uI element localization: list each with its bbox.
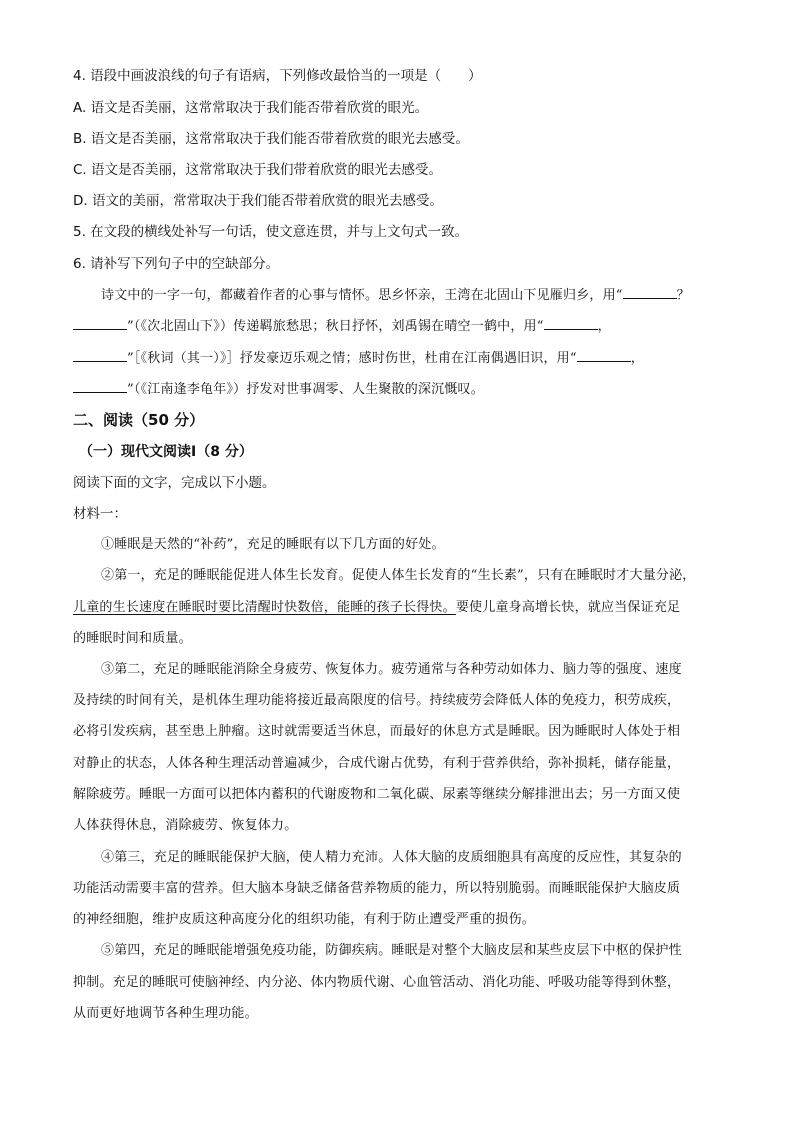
option-b: B. 语文是否美丽，这常常取决于我们能否带着欣赏的眼光去感受。 <box>73 131 469 147</box>
passage-p4-line3: 的神经细胞，维护皮质这种高度分化的组织功能，有利于防止遭受严重的损伤。 <box>73 912 536 927</box>
underlined-sentence: 儿童的生长速度在睡眠时要比清醒时快数倍，能睡的孩子长得快。 <box>73 600 456 615</box>
fill-text: ， <box>630 351 644 366</box>
question-5: 5. 在文段的横线处补写一句话，使文意连贯，并与上文句式一致。 <box>73 224 469 240</box>
fill-text: ？ <box>676 288 690 303</box>
fill-blank[interactable] <box>73 379 127 393</box>
passage-p1: ①睡眠是天然的“补药”，充足的睡眠有以下几方面的好处。 <box>101 537 445 552</box>
fill-blank[interactable] <box>623 285 677 299</box>
material-label: 材料一： <box>73 506 127 522</box>
option-d: D. 语文的美丽，常常取决于我们能否带着欣赏的眼光去感受。 <box>73 193 443 209</box>
fill-line-4 <box>73 379 484 400</box>
passage-text: 要使儿童身高增长快，就应当保证充足 <box>455 600 681 615</box>
fill-blank[interactable] <box>544 316 598 330</box>
fill-line-2 <box>73 316 611 337</box>
fill-blank[interactable] <box>577 348 631 362</box>
fill-blank[interactable] <box>73 316 127 330</box>
passage-p3-line5: 解除疲劳。睡眠一方面可以把体内蓄积的代谢废物和二氧化碳、尿素等继续分解排泄出去；另一方面又使 <box>73 787 681 802</box>
option-c: C. 语文是否美丽，这常常取决于我们带着欣赏的眼光去感受。 <box>73 162 443 178</box>
question-4: 4. 语段中画波浪线的句子有语病，下列修改最恰当的一项是（ ） <box>73 68 482 84</box>
fill-text: 诗文中的一字一句，都藏着作者的心事与情怀。思乡怀亲，王湾在北固山下见雁归乡，用“ <box>101 288 623 303</box>
passage-p3-line1: ③第二，充足的睡眠能消除全身疲劳、恢复体力。疲劳通常与各种劳动如体力、脑力等的强度、速度 <box>101 662 682 677</box>
reading-instruction: 阅读下面的文字，完成以下小题。 <box>73 475 276 491</box>
passage-p4-line1: ④第三，充足的睡眠能保护大脑，使人精力充沛。人体大脑的皮质细胞具有高度的反应性，其复杂的 <box>101 850 682 865</box>
passage-p3-line2: 及持续的时间有关，是机体生理功能将接近最高限度的信号。持续疲劳会降低人体的免疫力，积劳成疾， <box>73 693 681 708</box>
fill-text: ”（《江南逢李龟年》）抒发对世事凋零、人生聚散的深沉慨叹。 <box>127 382 484 397</box>
passage-p2-line1: ②第一，充足的睡眠能促进人体生长发育。促使人体生长发育的“生长素”，只有在睡眠时才大量分泌， <box>101 568 696 583</box>
fill-blank[interactable] <box>73 348 127 362</box>
fill-line-3 <box>73 348 644 369</box>
fill-text: ， <box>597 319 611 334</box>
section-title: 二、阅读（50 分） <box>73 411 205 429</box>
fill-text: ”［《秋词（其一）》］抒发豪迈乐观之情；感时伤世，杜甫在江南偶遇旧识，用“ <box>127 351 577 366</box>
option-a: A. 语文是否美丽，这常常取决于我们能否带着欣赏的眼光。 <box>73 100 429 116</box>
passage-p2-line2 <box>73 598 680 618</box>
passage-p3-line6: 人体获得休息，消除疲劳、恢复体力。 <box>73 818 298 833</box>
passage-p2-line3: 的睡眠时间和质量。 <box>73 631 192 646</box>
passage-p5-line1: ⑤第四，充足的睡眠能增强免疫功能，防御疾病。睡眠是对整个大脑皮层和某些皮层下中枢的保护性 <box>101 943 682 958</box>
question-6: 6. 请补写下列句子中的空缺部分。 <box>73 256 280 272</box>
fill-text: ”（《次北固山下》）传递羁旅愁思；秋日抒怀，刘禹锡在晴空一鹤中，用“ <box>127 319 544 334</box>
fill-line-1 <box>101 285 690 306</box>
passage-p5-line3: 从而更好地调节各种生理功能。 <box>73 1006 258 1021</box>
passage-p3-line4: 对静止的状态，人体各种生理活动普遍减少，合成代谢占优势，有利于营养供给，弥补损耗，储存能量， <box>73 756 681 771</box>
subsection-title: （一）现代文阅读Ⅰ（8 分） <box>79 444 253 460</box>
passage-p4-line2: 功能活动需要丰富的营养。但大脑本身缺乏储备营养物质的能力，所以特别脆弱。而睡眠能保护大脑皮质 <box>73 881 681 896</box>
passage-p5-line2: 抑制。充足的睡眠可使脑神经、内分泌、体内物质代谢、心血管活动、消化功能、呼吸功能等得到休整， <box>73 975 681 990</box>
passage-p3-line3: 必将引发疾病，甚至患上肿瘤。这时就需要适当休息，而最好的休息方式是睡眠。因为睡眠时人体处于相 <box>73 724 681 739</box>
